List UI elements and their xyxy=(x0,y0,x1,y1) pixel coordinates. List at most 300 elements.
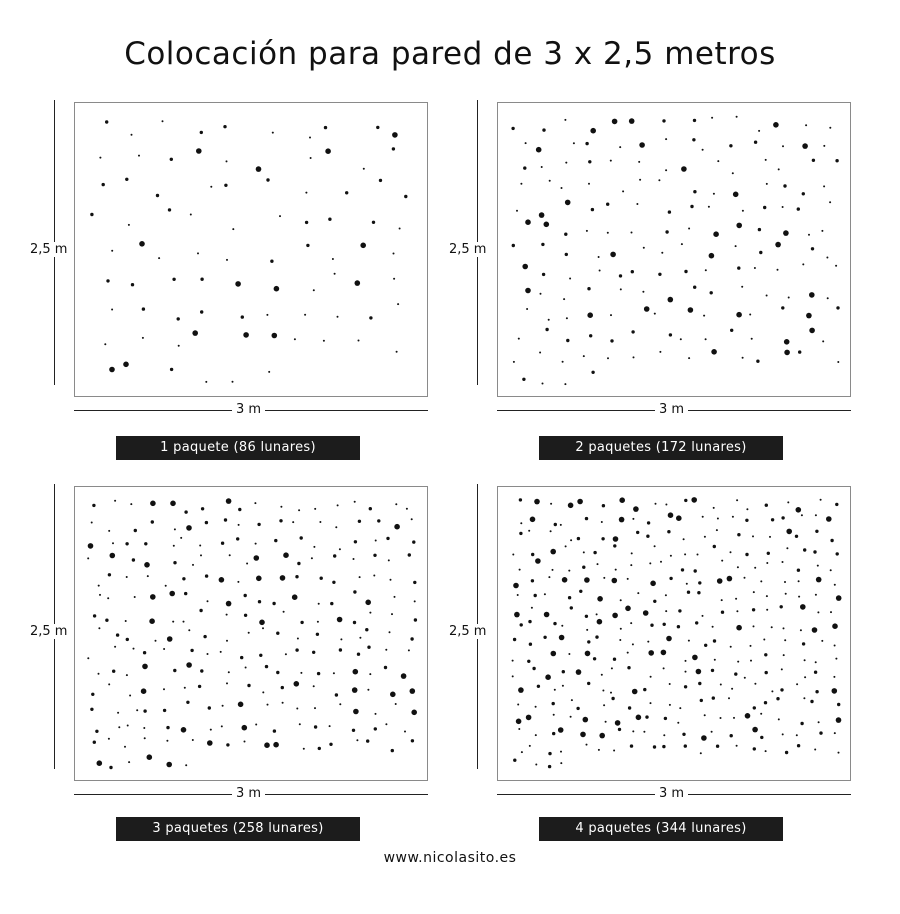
polka-dot xyxy=(752,727,758,733)
polka-dot xyxy=(808,234,810,236)
polka-dot xyxy=(612,578,618,584)
polka-dot xyxy=(730,551,732,553)
polka-dot xyxy=(833,676,835,678)
dots-canvas xyxy=(75,487,429,782)
polka-dot xyxy=(721,560,723,562)
polka-dot xyxy=(766,562,768,564)
polka-dot xyxy=(736,610,738,612)
polka-dot xyxy=(205,521,208,524)
polka-dot xyxy=(643,610,649,616)
polka-dot xyxy=(172,621,174,623)
polka-dot xyxy=(712,696,715,699)
polka-dot xyxy=(396,351,398,353)
polka-dot xyxy=(561,187,563,189)
polka-dot xyxy=(816,577,822,583)
polka-dot xyxy=(785,751,788,754)
polka-dot xyxy=(273,742,279,748)
polka-dot xyxy=(758,228,761,231)
polka-dot xyxy=(87,657,89,659)
polka-dot xyxy=(404,195,407,198)
polka-dot xyxy=(553,714,555,716)
polka-dot xyxy=(226,614,228,616)
polka-dot xyxy=(258,600,261,603)
polka-dot xyxy=(597,596,603,602)
polka-dot xyxy=(745,553,748,556)
polka-dot xyxy=(780,688,783,691)
polka-dot xyxy=(358,520,361,523)
polka-dot xyxy=(800,722,803,725)
polka-dot xyxy=(708,206,710,208)
polka-dot xyxy=(236,537,239,540)
polka-dot xyxy=(537,685,540,688)
polka-dot xyxy=(372,221,375,224)
polka-dot xyxy=(681,166,687,172)
polka-dot xyxy=(190,649,193,652)
dots-canvas xyxy=(75,103,429,398)
polka-dot xyxy=(759,251,762,254)
width-label: 3 m xyxy=(655,402,688,417)
polka-dot xyxy=(782,733,784,735)
polka-dot xyxy=(687,591,690,594)
polka-dot xyxy=(87,557,89,559)
polka-dot xyxy=(124,746,126,748)
polka-dot xyxy=(688,307,694,313)
polka-dot xyxy=(306,244,309,247)
polka-dot xyxy=(529,745,531,747)
polka-dot xyxy=(324,126,327,129)
polka-dot xyxy=(619,639,621,641)
polka-dot xyxy=(363,168,365,170)
polka-dot xyxy=(802,263,804,265)
polka-dot xyxy=(93,741,96,744)
polka-dot xyxy=(98,673,100,675)
polka-dot xyxy=(778,168,780,170)
polka-dot xyxy=(116,633,119,636)
polka-dot xyxy=(335,693,338,696)
polka-dot xyxy=(602,504,605,507)
polka-dot xyxy=(365,600,371,606)
polka-dot xyxy=(339,703,341,705)
caption-label: 1 paquete (86 lunares) xyxy=(116,436,360,460)
polka-dot xyxy=(200,669,203,672)
polka-dot xyxy=(332,258,334,260)
polka-dot xyxy=(356,739,358,741)
polka-dot xyxy=(611,697,614,700)
polka-dot xyxy=(802,192,805,195)
polka-dot xyxy=(736,223,742,229)
polka-dot xyxy=(760,736,763,739)
polka-dot xyxy=(781,668,783,670)
polka-dot xyxy=(241,315,244,318)
polka-dot xyxy=(746,508,748,510)
polka-dot xyxy=(749,314,751,316)
polka-dot xyxy=(257,523,260,526)
polka-dot xyxy=(118,726,120,728)
polka-dot xyxy=(570,716,572,718)
polka-dot xyxy=(796,734,798,736)
polka-dot xyxy=(712,626,714,628)
polka-dot xyxy=(554,689,556,691)
polka-dot xyxy=(593,551,596,554)
polka-dot xyxy=(106,279,109,282)
polka-dot xyxy=(111,309,113,311)
polka-dot xyxy=(248,632,250,634)
polka-dot xyxy=(814,749,816,751)
polka-dot xyxy=(744,677,746,679)
polka-dot xyxy=(114,500,116,502)
wall-area xyxy=(74,486,428,781)
polka-dot xyxy=(629,118,635,124)
polka-dot xyxy=(822,340,824,342)
polka-dot xyxy=(237,581,239,583)
polka-dot xyxy=(317,672,320,675)
polka-dot xyxy=(531,553,534,556)
polka-dot xyxy=(242,725,248,731)
polka-dot xyxy=(713,193,715,195)
polka-dot xyxy=(108,573,111,576)
polka-dot xyxy=(767,552,770,555)
polka-dot xyxy=(552,702,555,705)
polka-dot xyxy=(167,636,173,642)
polka-dot xyxy=(558,727,564,733)
polka-dot xyxy=(529,643,532,646)
polka-dot xyxy=(223,125,226,128)
polka-dot xyxy=(395,703,397,705)
polka-dot xyxy=(613,544,616,547)
layout-panel-3 xyxy=(0,474,450,914)
polka-dot xyxy=(690,205,693,208)
polka-dot xyxy=(273,729,276,732)
polka-dot xyxy=(650,581,656,587)
polka-dot xyxy=(805,124,807,126)
polka-dot xyxy=(238,508,241,511)
polka-dot xyxy=(582,566,585,569)
polka-dot xyxy=(333,672,335,674)
polka-dot xyxy=(717,518,719,520)
polka-dot xyxy=(143,709,146,712)
polka-dot xyxy=(369,673,371,675)
polka-dot xyxy=(576,707,579,710)
polka-dot xyxy=(603,577,605,579)
polka-dot xyxy=(832,688,838,694)
polka-dot xyxy=(591,208,594,211)
polka-dot xyxy=(693,190,696,193)
polka-dot xyxy=(705,338,707,340)
polka-dot xyxy=(208,706,211,709)
polka-dot xyxy=(282,702,284,704)
polka-dot xyxy=(360,243,366,249)
polka-dot xyxy=(512,244,515,247)
polka-dot xyxy=(200,310,203,313)
polka-dot xyxy=(531,579,534,582)
polka-dot xyxy=(562,361,564,363)
polka-dot xyxy=(304,314,306,316)
polka-dot xyxy=(207,600,209,602)
caption-label: 2 paquetes (172 lunares) xyxy=(539,436,783,460)
polka-dot xyxy=(781,516,784,519)
polka-dot xyxy=(680,338,682,340)
polka-dot xyxy=(264,742,270,748)
polka-dot xyxy=(662,745,665,748)
polka-dot xyxy=(245,667,247,669)
polka-dot xyxy=(232,228,234,230)
polka-dot xyxy=(603,704,605,706)
polka-dot xyxy=(683,538,685,540)
polka-dot xyxy=(285,653,287,655)
polka-dot xyxy=(512,554,514,556)
polka-dot xyxy=(658,179,660,181)
polka-dot xyxy=(238,702,244,708)
polka-dot xyxy=(548,319,550,321)
polka-dot xyxy=(520,522,522,524)
polka-dot xyxy=(685,671,687,673)
polka-dot xyxy=(588,160,591,163)
polka-dot xyxy=(771,626,773,628)
polka-dot xyxy=(692,655,698,661)
polka-dot xyxy=(183,621,185,623)
polka-dot xyxy=(585,517,588,520)
polka-dot xyxy=(292,594,298,600)
polka-dot xyxy=(255,543,257,545)
polka-dot xyxy=(166,740,168,742)
polka-dot xyxy=(300,621,303,624)
polka-dot xyxy=(235,281,241,287)
polka-dot xyxy=(684,744,687,747)
polka-dot xyxy=(653,600,656,603)
polka-dot xyxy=(663,667,665,669)
polka-dot xyxy=(566,317,568,319)
polka-dot xyxy=(665,610,667,612)
polka-dot xyxy=(142,337,144,339)
polka-dot xyxy=(788,297,790,299)
polka-dot xyxy=(320,577,323,580)
polka-dot xyxy=(226,160,228,162)
polka-dot xyxy=(731,688,733,690)
polka-dot xyxy=(658,273,661,276)
polka-dot xyxy=(565,162,567,164)
polka-dot xyxy=(704,644,707,647)
polka-dot xyxy=(163,709,166,712)
polka-dot xyxy=(318,603,320,605)
polka-dot xyxy=(717,578,723,584)
polka-dot xyxy=(283,552,289,558)
polka-dot xyxy=(110,553,116,559)
polka-dot xyxy=(607,357,609,359)
polka-dot xyxy=(668,210,671,213)
polka-dot xyxy=(142,664,148,670)
polka-dot xyxy=(803,548,806,551)
polka-dot xyxy=(317,621,319,623)
polka-dot xyxy=(713,231,719,237)
polka-dot xyxy=(686,583,688,585)
polka-dot xyxy=(585,651,591,657)
polka-dot xyxy=(829,127,831,129)
polka-dot xyxy=(375,713,377,715)
polka-dot xyxy=(174,528,176,530)
polka-dot xyxy=(276,632,279,635)
polka-dot xyxy=(678,609,681,612)
polka-dot xyxy=(190,214,192,216)
polka-dot xyxy=(394,596,396,598)
polka-dot xyxy=(522,264,528,270)
polka-dot xyxy=(390,579,392,581)
caption-label: 3 paquetes (258 lunares) xyxy=(116,817,360,841)
polka-dot xyxy=(545,674,551,680)
polka-dot xyxy=(334,273,336,275)
polka-dot xyxy=(181,727,187,733)
polka-dot xyxy=(711,117,713,119)
polka-dot xyxy=(630,744,633,747)
polka-dot xyxy=(527,660,530,663)
polka-dot xyxy=(632,730,634,732)
polka-dot xyxy=(821,640,823,642)
polka-dot xyxy=(598,256,600,258)
polka-dot xyxy=(612,119,618,125)
polka-dot xyxy=(565,545,567,547)
polka-dot xyxy=(732,172,734,174)
polka-dot xyxy=(670,555,672,557)
polka-dot xyxy=(730,646,732,648)
polka-dot xyxy=(134,596,136,598)
polka-dot xyxy=(92,504,95,507)
polka-dot xyxy=(358,340,360,342)
polka-dot xyxy=(812,159,815,162)
polka-dot xyxy=(280,506,282,508)
polka-dot xyxy=(375,540,377,542)
polka-dot xyxy=(311,557,313,559)
polka-dot xyxy=(294,338,296,340)
polka-dot xyxy=(528,530,530,532)
polka-dot xyxy=(760,580,762,582)
polka-dot xyxy=(764,701,767,704)
polka-dot xyxy=(610,252,616,258)
polka-dot xyxy=(587,287,590,290)
polka-dot xyxy=(108,738,110,740)
polka-dot xyxy=(526,308,528,310)
polka-dot xyxy=(650,676,652,678)
polka-dot xyxy=(782,561,784,563)
polka-dot xyxy=(353,621,356,624)
height-label: 2,5 m xyxy=(30,624,68,639)
polka-dot xyxy=(830,569,832,571)
polka-dot xyxy=(519,532,522,535)
polka-dot xyxy=(229,554,231,556)
polka-dot xyxy=(91,522,93,524)
polka-dot xyxy=(677,722,679,724)
polka-dot xyxy=(754,141,757,144)
polka-dot xyxy=(535,734,537,736)
polka-dot xyxy=(702,516,704,518)
polka-dot xyxy=(619,274,622,277)
polka-dot xyxy=(519,569,521,571)
polka-dot xyxy=(144,562,150,568)
polka-dot xyxy=(330,602,333,605)
polka-dot xyxy=(281,686,284,689)
polka-dot xyxy=(272,132,274,134)
polka-dot xyxy=(313,546,315,548)
polka-dot xyxy=(192,330,198,336)
polka-dot xyxy=(548,576,550,578)
polka-dot xyxy=(270,260,273,263)
polka-dot xyxy=(531,607,533,609)
polka-dot xyxy=(352,729,355,732)
polka-dot xyxy=(526,715,532,721)
polka-dot xyxy=(143,727,145,729)
polka-dot xyxy=(796,507,802,513)
polka-dot xyxy=(125,620,127,622)
polka-dot xyxy=(583,717,589,723)
polka-dot xyxy=(693,119,696,122)
polka-dot xyxy=(511,127,514,130)
polka-dot xyxy=(545,328,548,331)
polka-dot xyxy=(776,697,779,700)
polka-dot xyxy=(535,558,541,564)
polka-dot xyxy=(513,583,519,589)
polka-dot xyxy=(730,734,733,737)
polka-dot xyxy=(620,628,622,630)
polka-dot xyxy=(630,564,632,566)
polka-dot xyxy=(665,594,667,596)
polka-dot xyxy=(147,754,153,760)
polka-dot xyxy=(643,247,645,249)
polka-dot xyxy=(730,329,733,332)
polka-dot xyxy=(391,613,393,615)
polka-dot xyxy=(553,622,556,625)
polka-dot xyxy=(711,731,713,733)
polka-dot xyxy=(696,669,702,675)
polka-dot xyxy=(797,207,800,210)
polka-dot xyxy=(173,545,175,547)
polka-dot xyxy=(785,593,787,595)
polka-dot xyxy=(837,703,840,706)
polka-dot xyxy=(637,592,639,594)
polka-dot xyxy=(313,289,315,291)
polka-dot xyxy=(274,539,277,542)
polka-dot xyxy=(369,316,372,319)
polka-dot xyxy=(681,568,684,571)
polka-dot xyxy=(207,653,209,655)
polka-dot xyxy=(184,510,187,513)
polka-dot xyxy=(219,577,225,583)
polka-dot xyxy=(636,203,638,205)
polka-dot xyxy=(586,230,588,232)
polka-dot xyxy=(796,683,798,685)
polka-dot xyxy=(300,536,303,539)
polka-dot xyxy=(259,620,265,626)
polka-dot xyxy=(698,581,701,584)
polka-dot xyxy=(742,210,744,212)
polka-dot xyxy=(267,704,269,706)
polka-dot xyxy=(648,650,654,656)
polka-dot xyxy=(184,592,187,595)
polka-dot xyxy=(539,212,545,218)
polka-dot xyxy=(520,623,523,626)
polka-dot xyxy=(765,750,767,752)
polka-dot xyxy=(781,306,784,309)
polka-dot xyxy=(783,230,789,236)
polka-dot xyxy=(541,166,543,168)
polka-dot xyxy=(823,145,825,147)
polka-dot xyxy=(404,731,406,733)
polka-dot xyxy=(835,265,837,267)
polka-dot xyxy=(764,653,767,656)
height-label: 2,5 m xyxy=(30,242,68,257)
polka-dot xyxy=(803,697,805,699)
polka-dot xyxy=(114,646,116,648)
polka-dot xyxy=(736,745,738,747)
polka-dot xyxy=(295,648,298,651)
polka-dot xyxy=(836,717,842,723)
